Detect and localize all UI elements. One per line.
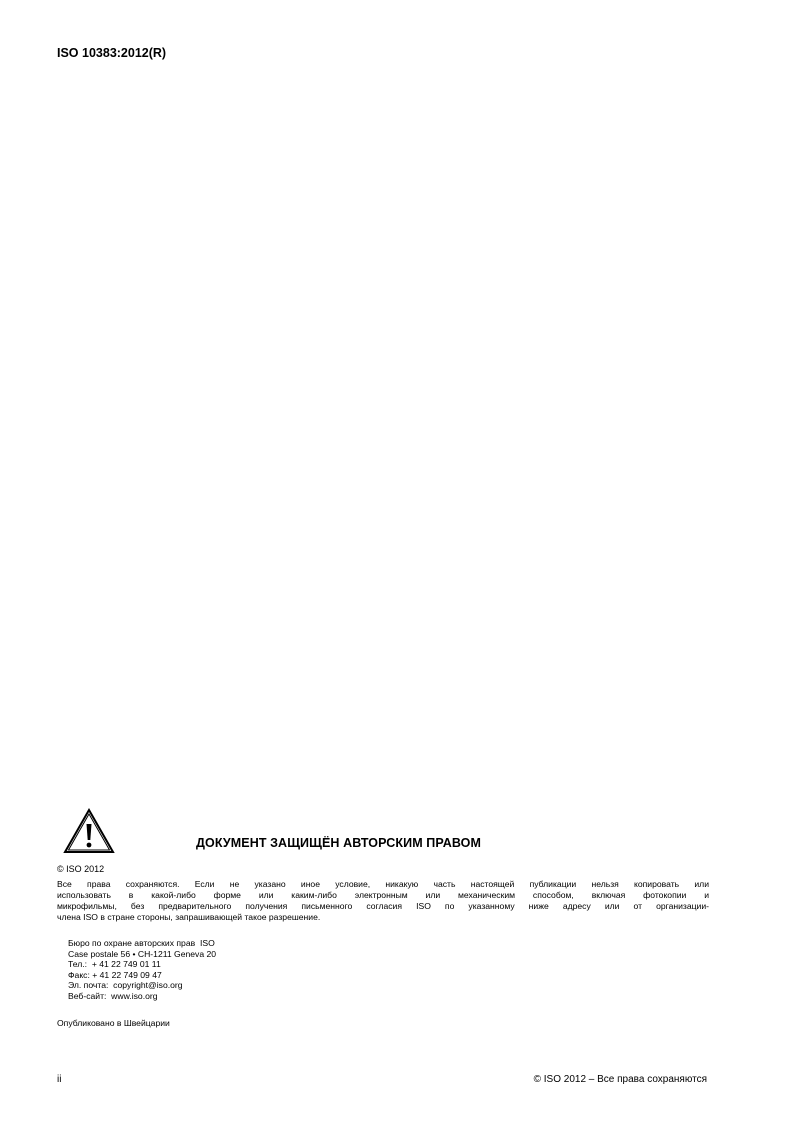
address-email: Эл. почта: copyright@iso.org bbox=[68, 980, 183, 991]
rights-line: микрофильмы, без предварительного получения письменного согласия ISO по указанному ниже адресу или от организации- bbox=[57, 901, 709, 911]
footer-copyright: © ISO 2012 – Все права сохраняются bbox=[533, 1074, 707, 1085]
copyright-title: ДОКУМЕНТ ЗАЩИЩЁН АВТОРСКИМ ПРАВОМ bbox=[196, 836, 481, 850]
address-block bbox=[68, 938, 216, 1002]
address-phone: Тел.: + 41 22 749 01 11 bbox=[68, 959, 161, 970]
rights-line: использовать в какой-либо форме или каким-либо электронным или механическим способом, включая фотокопии и bbox=[57, 890, 709, 900]
address-website: Веб-сайт: www.iso.org bbox=[68, 990, 158, 1001]
address-fax: Факс: + 41 22 749 09 47 bbox=[68, 969, 162, 980]
rights-line: Все права сохраняются. Если не указано иное условие, никакую часть настоящей публикации нельзя копировать или bbox=[57, 879, 709, 889]
rights-paragraph bbox=[57, 879, 709, 923]
warning-triangle-icon bbox=[63, 808, 115, 854]
document-code: ISO 10383:2012(R) bbox=[57, 46, 167, 60]
address-postal: Case postale 56 • CH-1211 Geneva 20 bbox=[68, 948, 217, 959]
address-office: Бюро по охране авторских прав ISO bbox=[68, 938, 215, 948]
copyright-year: © ISO 2012 bbox=[57, 864, 105, 874]
page-number: ii bbox=[57, 1074, 62, 1085]
published-in: Опубликовано в Швейцарии bbox=[57, 1018, 170, 1028]
rights-line: члена ISO в стране стороны, запрашивающей такое разрешение. bbox=[57, 912, 321, 922]
